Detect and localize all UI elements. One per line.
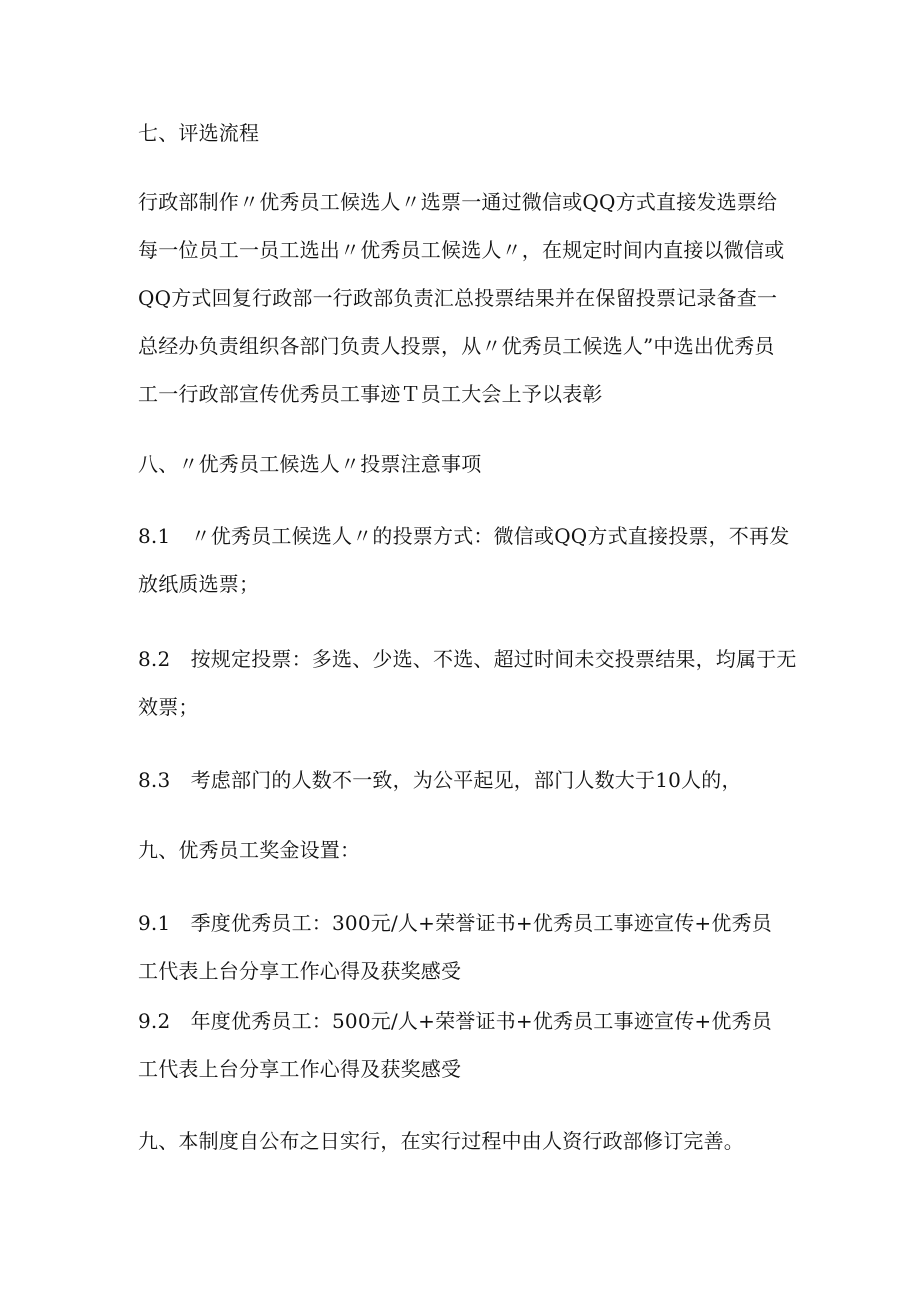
section-7-line-1: 行政部制作〃优秀员工候选人〃选票一通过微信或QQ方式直接发选票给 <box>138 190 778 214</box>
item-9-1-line-1: 9.1 季度优秀员工：300元/人+荣誉证书+优秀员工事迹宣传+优秀员 <box>138 911 772 935</box>
item-9-2-line-1: 9.2 年度优秀员工：500元/人+荣誉证书+优秀员工事迹宣传+优秀员 <box>138 1009 772 1033</box>
item-9-1-line-2: 工代表上台分享工作心得及获奖感受 <box>138 959 462 983</box>
section-9-heading: 九、优秀员工奖金设置： <box>138 838 361 862</box>
section-7-line-3: QQ方式回复行政部一行政部负责汇总投票结果并在保留投票记录备查一 <box>138 286 778 310</box>
section-7-line-4: 总经办负责组织各部门负责人投票，从〃优秀员工候选人”中选出优秀员 <box>138 334 775 358</box>
section-8-heading: 八、〃优秀员工候选人〃投票注意事项 <box>138 452 482 476</box>
section-7-heading: 七、评选流程 <box>138 121 260 145</box>
section-7-line-2: 每一位员工一员工选出〃优秀员工候选人〃，在规定时间内直接以微信或 <box>138 238 785 262</box>
item-8-2-line-1: 8.2 按规定投票：多选、少选、不选、超过时间未交投票结果，均属于无 <box>138 647 797 671</box>
section-7-line-5: 工一行政部宣传优秀员工事迹Ｔ员工大会上予以表彰 <box>138 382 603 406</box>
item-9-2-line-2: 工代表上台分享工作心得及获奖感受 <box>138 1057 462 1081</box>
item-8-3-line-1: 8.3 考虑部门的人数不一致，为公平起见，部门人数大于10人的， <box>138 768 742 792</box>
item-8-2-line-2: 效票； <box>138 695 199 719</box>
section-9b-heading: 九、本制度自公布之日实行，在实行过程中由人资行政部修订完善。 <box>138 1129 744 1153</box>
item-8-1-line-2: 放纸质选票； <box>138 572 260 596</box>
item-8-1-line-1: 8.1 〃优秀员工候选人〃的投票方式：微信或QQ方式直接投票，不再发 <box>138 524 790 548</box>
